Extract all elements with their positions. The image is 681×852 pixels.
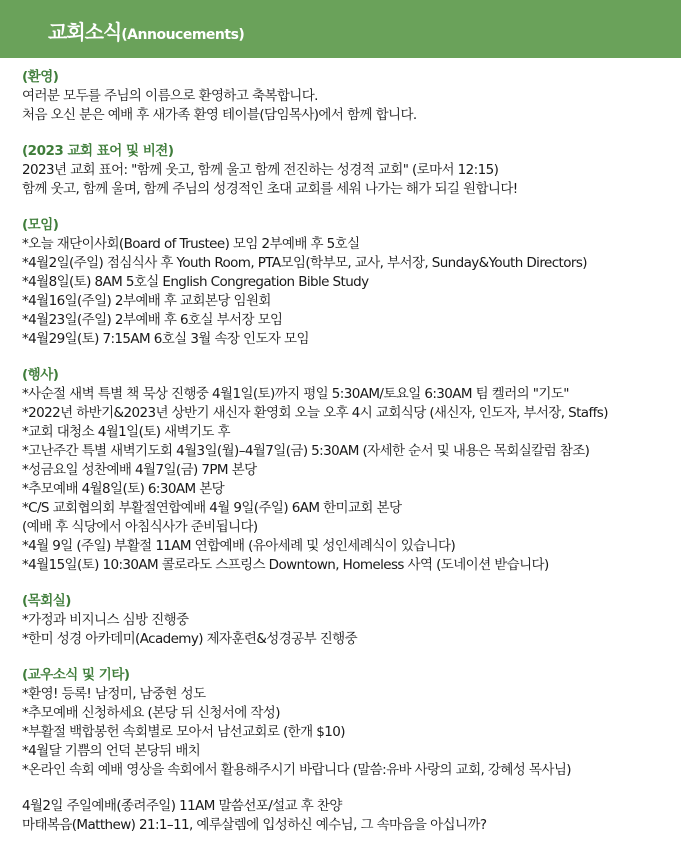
text-line: 처음 오신 분은 예배 후 새가족 환영 테이블(담임목사)에서 함께 합니다.: [22, 107, 417, 123]
section-heading: (모임): [22, 217, 59, 233]
sermon-scripture: 마태복음(Matthew) 21:1–11, 예루살렘에 입성하신 예수님, 그 속마음을 아십니까?: [22, 817, 487, 833]
list-item: *환영! 등록! 남정미, 남중현 성도: [22, 686, 206, 702]
list-item: *사순절 새벽 특별 책 묵상 진행중 4월1일(토)까지 평일 5:30AM/토요일 6:30AM 팀 켈러의 "기도": [22, 386, 569, 402]
section-pastoral: [22, 592, 672, 649]
sermon-info: 4월2일 주일예배(종려주일) 11AM 말씀선포/설교 후 찬양: [22, 798, 342, 814]
text-line: 2023년 교회 표어: "함께 웃고, 함께 울고 함께 전진하는 성경적 교회" (로마서 12:15): [22, 162, 499, 178]
section-events: [22, 366, 672, 575]
list-item: *고난주간 특별 새벽기도회 4월3일(월)–4월7일(금) 5:30AM (자세한 순서 및 내용은 목회실칼럼 참조): [22, 443, 590, 459]
list-item: *4월8일(토) 8AM 5호실 English Congregation Bible Study: [22, 274, 369, 290]
list-item: *가정과 비지니스 심방 진행중: [22, 612, 189, 628]
section-heading: (환영): [22, 69, 59, 85]
section-welcome: [22, 68, 672, 125]
section-sermon: [22, 797, 672, 835]
list-item: *4월2일(주일) 점심식사 후 Youth Room, PTA모임(학부모, 교사, 부서장, Sunday&Youth Directors): [22, 255, 587, 271]
list-item: *성금요일 성찬예배 4월7일(금) 7PM 본당: [22, 462, 257, 478]
text-line: 여러분 모두를 주님의 이름으로 환영하고 축복합니다.: [22, 88, 318, 104]
list-item: *4월 9일 (주일) 부활절 11AM 연합예배 (유아세례 및 성인세례식이 있습니다): [22, 538, 456, 554]
announcements-body: [22, 68, 672, 852]
section-heading: (2023 교회 표어 및 비젼): [22, 143, 174, 159]
list-item: *4월29일(토) 7:15AM 6호실 3월 속장 인도자 모임: [22, 331, 309, 347]
list-item: *2022년 하반기&2023년 상반기 새신자 환영회 오늘 오후 4시 교회식당 (새신자, 인도자, 부서장, Staffs): [22, 405, 608, 421]
list-item: (예배 후 식당에서 아침식사가 준비됩니다): [22, 519, 258, 535]
list-item: *추모예배 4월8일(토) 6:30AM 본당: [22, 481, 225, 497]
list-item: *온라인 속회 예배 영상을 속회에서 활용해주시기 바랍니다 (말씀:유바 사랑의 교회, 강혜성 목사님): [22, 762, 571, 778]
section-meetings: [22, 216, 672, 349]
list-item: *부활절 백합봉헌 속회별로 모아서 남선교회로 (한개 $10): [22, 724, 345, 740]
list-item: *C/S 교회협의회 부활절연합예배 4월 9일(주일) 6AM 한미교회 본당: [22, 500, 402, 516]
list-item: *한미 성경 아카데미(Academy) 제자훈련&성경공부 진행중: [22, 631, 358, 647]
list-item: *4월23일(주일) 2부예배 후 6호실 부서장 모임: [22, 312, 283, 328]
list-item: *오늘 재단이사회(Board of Trustee) 모임 2부예배 후 5호실: [22, 236, 360, 252]
header-banner: [0, 0, 681, 58]
list-item: *4월15일(토) 10:30AM 콜로라도 스프링스 Downtown, Homeless 사역 (도네이션 받습니다): [22, 557, 549, 573]
section-heading: (교우소식 및 기타): [22, 667, 130, 683]
list-item: *교회 대청소 4월1일(토) 새벽기도 후: [22, 424, 230, 440]
page-subtitle: (Annoucements): [121, 27, 245, 43]
section-heading: (목회실): [22, 593, 71, 609]
list-item: *4월16일(주일) 2부예배 후 교회본당 임원회: [22, 293, 271, 309]
list-item: *4월달 기쁨의 언덕 본당뒤 배치: [22, 743, 201, 759]
section-news: [22, 666, 672, 780]
text-line: 함께 웃고, 함께 울며, 함께 주님의 성경적인 초대 교회를 세워 나가는 해가 되길 원합니다!: [22, 181, 518, 197]
list-item: *추모예배 신청하세요 (본당 뒤 신청서에 작성): [22, 705, 280, 721]
section-heading: (행사): [22, 367, 59, 383]
section-vision: [22, 142, 672, 199]
page-title-text: 교회소식: [48, 20, 122, 44]
page-title: [48, 16, 244, 45]
